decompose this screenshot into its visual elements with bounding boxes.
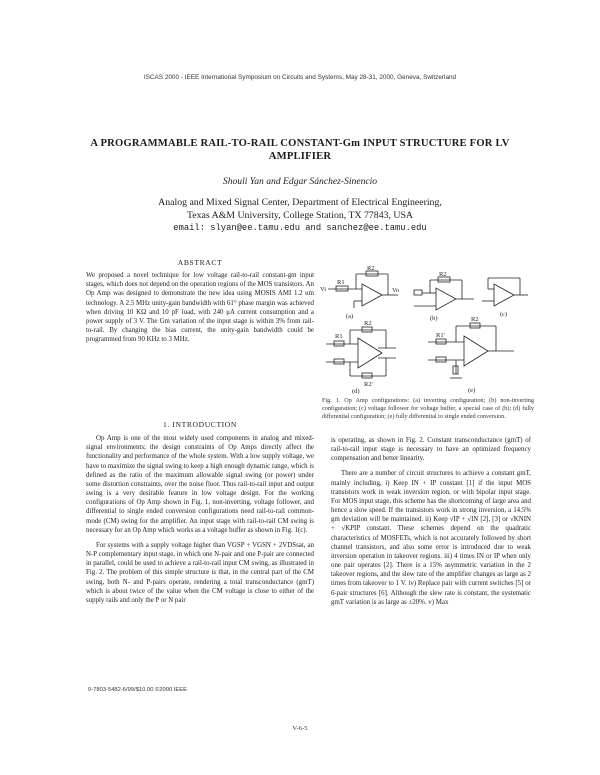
resistor-r1-d-top [334, 341, 344, 346]
resistor-r1-d-bottom [334, 359, 344, 364]
introduction-section [86, 420, 314, 605]
figure-1-caption: Fig. 1. Op Amp configurations: (a) inverting configuration; (b) non-inverting configuration; (c) voltage follower for voltage buffer, a special case of (b); (d) fully differential configuration; (e) fully differential to single ended conversion. [322, 397, 534, 420]
intro-paragraph-1: Op Amp is one of the most widely used components in analog and mixed-signal environments; the design constraints of Op Amps directly affect the functionality and performance of the whole system. With a low supply voltage, we have to maximize the signal swing to keep a high enough dynamic range, which is defined as the ratio of the maximum allowable signal swing (or power) under some distortion constraints, over the noise floor. Thus rail-to-rail input and output swing is a very desirable feature in low voltage design. For the working configurations of Op Amp shown in Fig. 1, non-inverting, voltage follower, and differential to single ended conversion configurations need rail-to-rail common-mode (CM) swing for the amplifier. An input stage with rail-to-rail CM swing is necessary for an Op Amp which works as a voltage buffer as shown in Fig. 1(c). [86, 435, 314, 534]
conference-header: ISCAS 2000 - IEEE International Symposium on Circuits and Systems, May 28-31, 2000, Geneva, Switzerland [143, 74, 457, 81]
opamp-b-symbol [436, 288, 456, 310]
label-r1p-e: R1' [436, 332, 445, 339]
resistor-r2-e [470, 323, 480, 328]
panel-label-e: (e) [468, 387, 476, 394]
resistor-r1-b [414, 290, 422, 295]
resistor-r2-d-top [362, 327, 372, 332]
copyright-identifier: 0-7803-5482-6/99/$10.00 ©2000 IEEE [88, 687, 188, 693]
panel-label-a: (a) [346, 313, 354, 320]
email-line: email: slyan@ee.tamu.edu and sanchez@ee.tamu.edu [173, 223, 427, 233]
opamp-a-symbol [362, 284, 382, 306]
affiliation-line-1: Analog and Mixed Signal Center, Department of Electrical Engineering, [158, 197, 442, 208]
opamp-c-symbol [494, 284, 514, 306]
panel-label-d: (d) [352, 388, 360, 394]
panel-label-c: (c) [500, 311, 508, 318]
label-r2p-d: R2' [364, 381, 373, 388]
paper-title: A PROGRAMMABLE RAIL-TO-RAIL CONSTANT-Gm INPUT STRUCTURE FOR LV AMPLIFIER [90, 138, 510, 162]
figure-1-circuit-diagram [318, 266, 536, 394]
label-r2-b: R2 [439, 271, 447, 278]
affiliation-block [0, 197, 600, 235]
introduction-heading: 1. INTRODUCTION [163, 420, 237, 429]
abstract-section [86, 258, 314, 344]
label-r2-e: R2 [471, 316, 479, 323]
resistor-r2p-e [453, 366, 458, 374]
abstract-text: We proposed a novel technique for low voltage rail-to-rail constant-gm input stages, which does not depend on the operation regions of the MOS transistors. An Op Amp was designed to demonstrate the new idea using MOSIS AMI 1.2 um technology. A 2.5 MHz unity-gain bandwidth with 61° phase margin was achieved when driving 10 KΩ and 10 pF load, with 240 μA current consumption and a power supply of 3 V. The Gm variation of the input stage is within 3% from rail-to-rail. By changing the bias current, the unity-gain bandwidth could be programmed from 90 KHz to 3 MHz. [86, 272, 314, 344]
intro-paragraph-2: For systems with a supply voltage higher than VGSP + VGSN + 2VDSsat, an N-P complementary input stage, in which one N-pair and one P-pair are connected in parallel, could be used to achieve a rail-to-rail input CM swing, as illustrated in Fig. 2. The problem of this simple structure is that, in the central part of the CM swing, both N- and P-pairs operate, rendering a total transconductance (gmT) which is about twice of the value when the CM voltage is close to either of the supply rails and only the P or N pair [86, 541, 314, 604]
label-vo-a: Vo [392, 287, 400, 294]
affiliation-line-2: Texas A&M University, College Station, TX 77843, USA [187, 209, 413, 221]
page-number: V-6-5 [292, 725, 308, 732]
resistor-r1-e-top [436, 339, 446, 344]
label-r1-a: R1 [337, 279, 345, 286]
right-paragraph-2: There are a number of circuit structures to achieve a constant gmT, mainly including, i) Keep IN + IP constant [1] if the input MOS transistors work in weak inversion region, or with bipolar input stage. For MOS input stage, this scheme has the shortcoming of large area and hence a slow speed. If the transistors work in strong inversion, a 14.5% gm deviation will be maintained. ii) Keep √IP + √IN [2], [3] or √KNIN + √KPIP constant. These schemes depend on the quadratic characteristics of MOSFETs, which is not accurately followed by short channel transistors, and also some error is introduced due to weak inversion operation in takeover regions. iii) 4 times IN or IP when only one pair operates [2]. There is a 15% asymmetric variation in the 2 takeover regions, and the slew rate of the amplifier changes as large as 2 times from takeover to 1 V. iv) Replace pair with current switches [5] or 6-pair structures [6]. Although the slew rate is constant, the systematic gmT variation is as large as ±20%. v) Max [331, 470, 531, 606]
panel-label-b: (b) [430, 315, 438, 322]
opamp-e-symbol [464, 336, 488, 366]
resistor-r1-e-bottom [436, 357, 446, 362]
label-r2-d: R2 [364, 320, 372, 327]
abstract-heading: ABSTRACT [177, 258, 223, 267]
right-column-text [331, 436, 531, 607]
right-paragraph-1: is operating, as shown in Fig. 2. Constant transconductance (gmT) of rail-to-rail input stage is necessary to have an optimized frequency compensation and better linearity. [331, 437, 531, 463]
label-r2-a: R2 [367, 266, 375, 272]
label-vi-a: Vi [320, 286, 327, 293]
resistor-r1-a [336, 286, 348, 291]
paper-authors: Shouli Yan and Edgar Sánchez-Sinencio [222, 176, 378, 187]
opamp-d-symbol [358, 338, 382, 368]
resistor-r2-d-bottom [362, 373, 372, 378]
label-r1-d: R1 [335, 333, 343, 340]
